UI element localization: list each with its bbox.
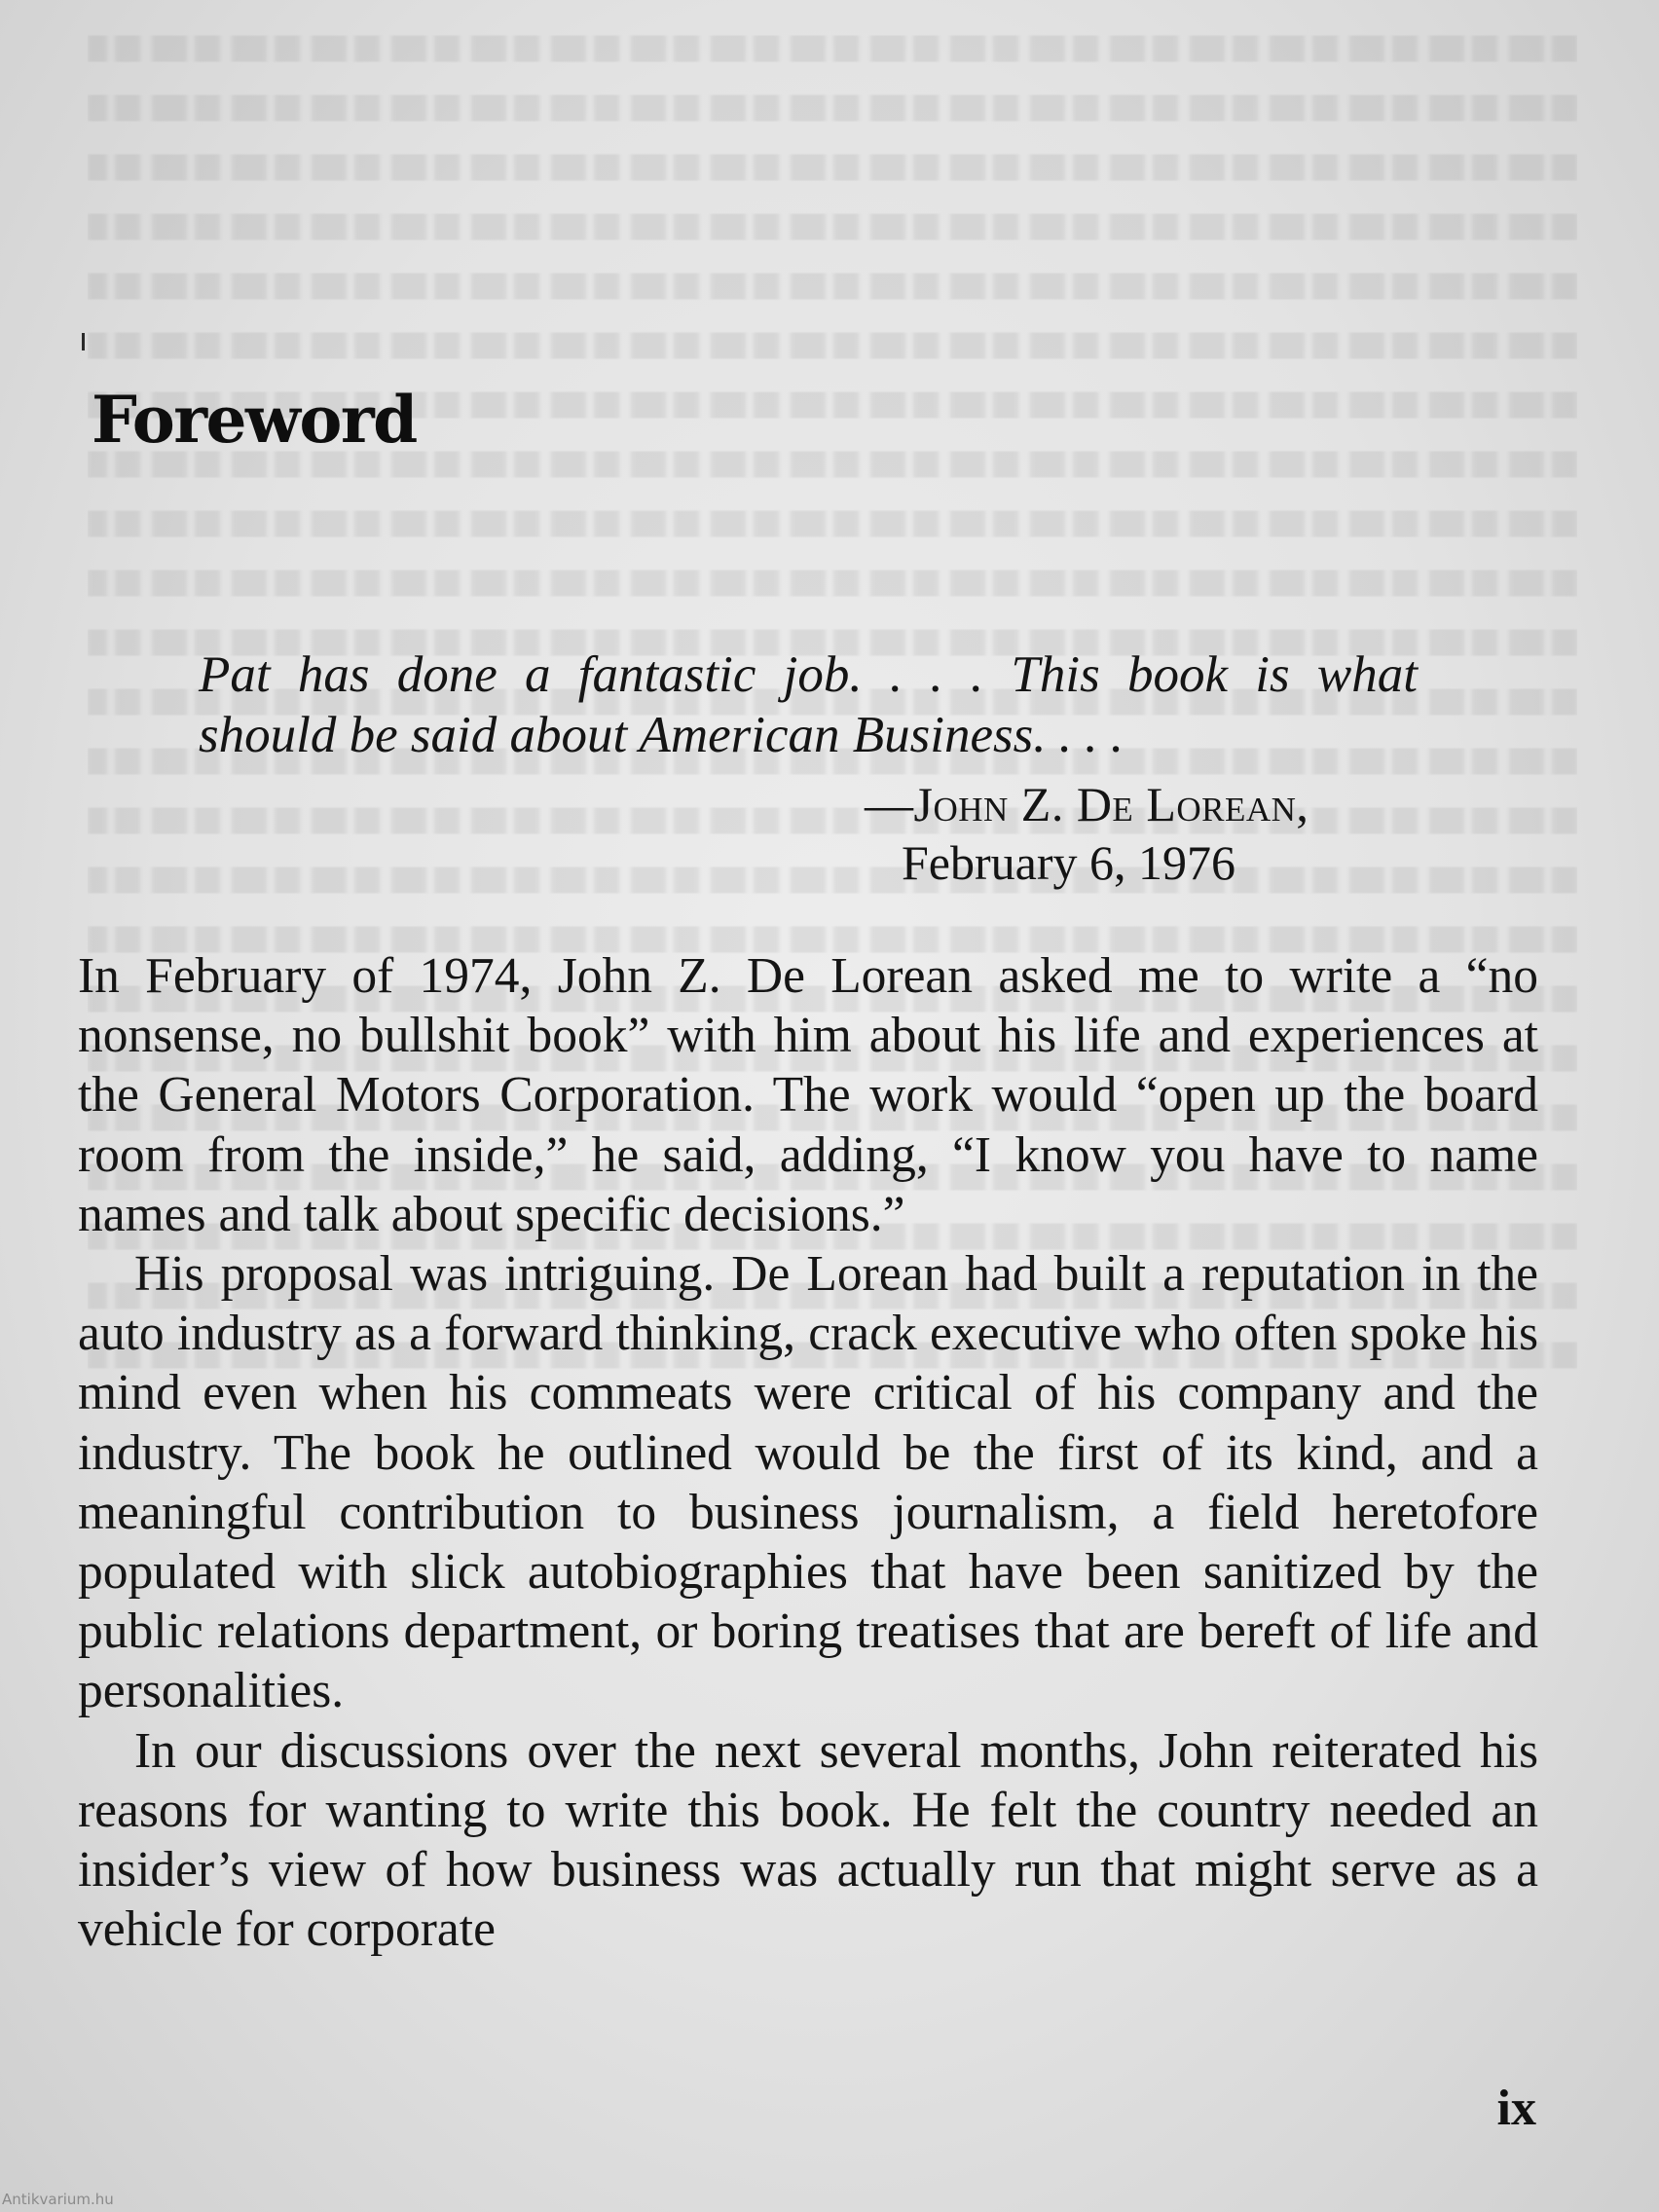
epigraph-date: February 6, 1976: [902, 835, 1235, 890]
watermark: Antikvarium.hu: [2, 2191, 114, 2208]
paragraph: His proposal was intriguing. De Lorean had built a reputation in the auto industry as a forward thinking, crack executive who often spoke his mind even when his commeats were critical of his company and the industry. The book he outlined would be the first of its kind, and a meaningful contribution to business journalism, a field heretofore populated with slick autobiographies that have been sanitized by the public relations department, or boring treatises that are bereft of life and personalities.: [78, 1246, 1538, 1719]
epigraph-quote-line-2: should be said about American Business. . . .: [199, 707, 1124, 763]
paragraph: In our discussions over the next several months, John reiterated his reasons for wanting to write this book. He felt the country needed an insider’s view of how business was actually run that might serve as a vehicle for corporate: [78, 1722, 1538, 1958]
body-text: [78, 946, 1538, 1959]
epigraph: [199, 645, 1418, 892]
epigraph-author: —John Z. De Lorean,: [865, 777, 1309, 831]
page-title: Foreword: [92, 382, 417, 458]
print-mark: [82, 333, 85, 350]
epigraph-quote-line-1: Pat has done a fantastic job. . . . This book is what: [199, 646, 1418, 703]
epigraph-attribution: [865, 775, 1418, 892]
page-number: ix: [1496, 2081, 1536, 2136]
epigraph-quote: [199, 645, 1418, 765]
paragraph: In February of 1974, John Z. De Lorean asked me to write a “no nonsense, no bullshit book” with him about his life and experiences at the General Motors Corporation. The work would “open up the board room from the inside,” he said, adding, “I know you have to name names and talk about specific decisions.”: [78, 948, 1538, 1242]
